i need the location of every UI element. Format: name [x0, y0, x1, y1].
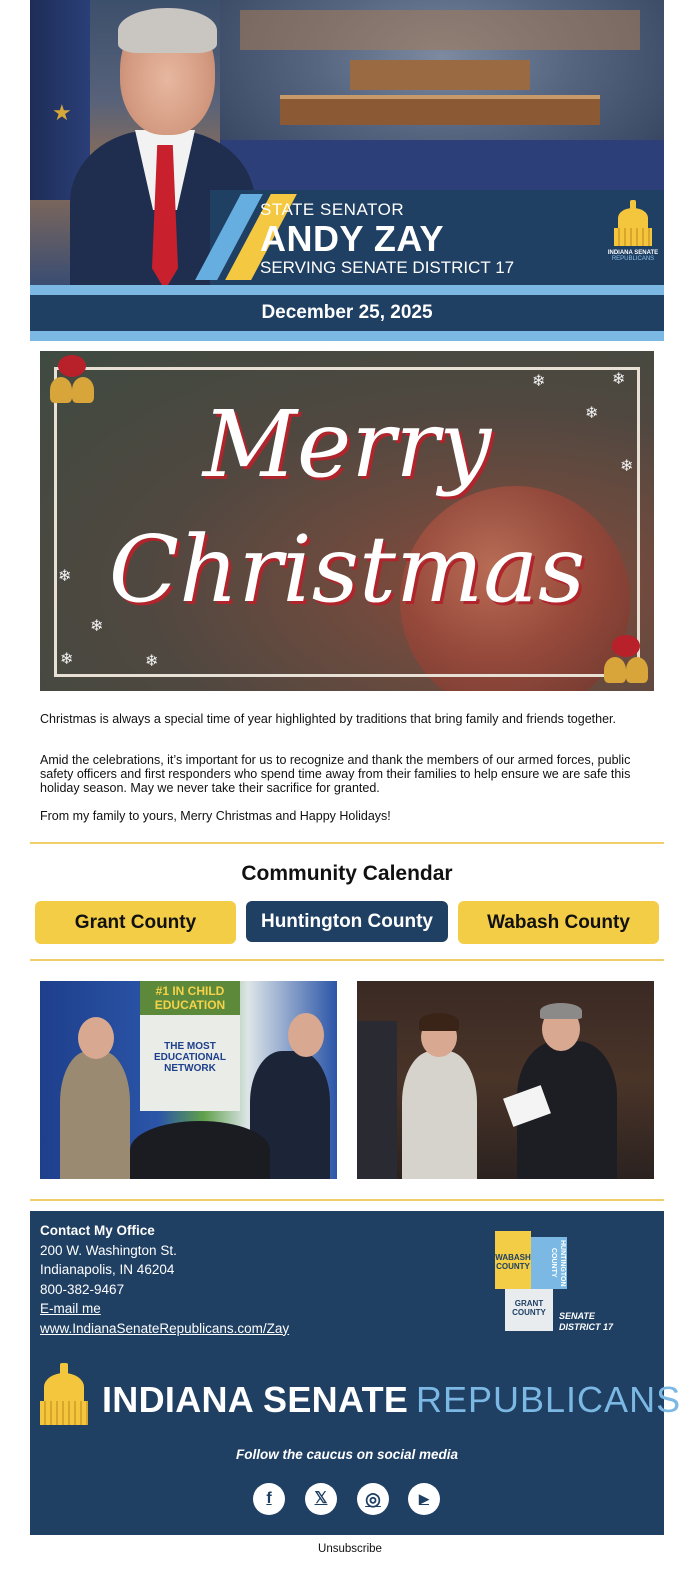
footer	[30, 1211, 682, 1535]
divider-line	[30, 959, 664, 961]
contact-block	[40, 1221, 289, 1338]
snowflake-icon: ❄	[620, 458, 634, 475]
body-paragraph: From my family to yours, Merry Christmas and Happy Holidays!	[40, 809, 391, 823]
address-line: 200 W. Washington St.	[40, 1242, 177, 1258]
capitol-dome-icon	[614, 200, 652, 246]
indiana-flag: ★	[30, 0, 90, 200]
divider-bar	[30, 331, 664, 341]
brand-light: REPUBLICANS	[416, 1379, 682, 1420]
senate-chamber-photo	[357, 981, 654, 1179]
caucus-brand	[40, 1363, 682, 1429]
greeting-merry: Merry	[202, 391, 492, 498]
snowflake-icon: ❄	[532, 373, 546, 390]
instagram-icon[interactable]: ◎	[357, 1483, 389, 1515]
divider-line	[30, 1199, 664, 1201]
divider-line	[30, 842, 664, 844]
website-link[interactable]: www.IndianaSenateRepublicans.com/Zay	[40, 1320, 290, 1336]
contact-title: Contact My Office	[40, 1223, 155, 1238]
merry-christmas-image	[40, 351, 654, 691]
grant-county-button[interactable]: Grant County	[35, 901, 236, 944]
calendar-title: Community Calendar	[241, 862, 453, 885]
caucus-logo: INDIANA SENATE REPUBLICANS	[603, 200, 663, 280]
snowflake-icon: ❄	[612, 371, 626, 388]
phone-number: 800-382-9467	[40, 1281, 125, 1297]
x-icon[interactable]: 𝕏	[305, 1483, 337, 1515]
senator-name: ANDY ZAY	[260, 218, 445, 259]
bells-icon	[598, 633, 654, 689]
unsubscribe-link[interactable]: Unsubscribe	[318, 1543, 382, 1555]
snowflake-icon: ❄	[58, 568, 72, 585]
district-map: WABASH COUNTY HUNTINGTON COUNTY GRANT COUNTY SENATE DISTRICT 17	[493, 1229, 623, 1339]
youtube-icon[interactable]: ▶	[408, 1483, 440, 1515]
snowflake-icon: ❄	[145, 653, 159, 670]
pbs-sign: #1 IN CHILD EDUCATION THE MOST EDUCATIONAL NETWORK	[140, 981, 240, 1111]
pbs-interview-photo	[40, 981, 337, 1179]
wabash-county-button[interactable]: Wabash County	[458, 901, 659, 944]
district-label: SERVING SENATE DISTRICT 17	[260, 258, 515, 277]
date-bar: December 25, 2025	[30, 295, 664, 331]
capitol-dome-icon	[40, 1363, 88, 1425]
greeting-christmas: Christmas	[108, 516, 586, 623]
snowflake-icon: ❄	[585, 405, 599, 422]
body-paragraph: Christmas is always a special time of year highlighted by traditions that bring family and friends together.	[40, 712, 616, 726]
body-paragraph: Amid the celebrations, it’s important for us to recognize and thank the members of our armed forces, public safety officers and first responders who spend time away from their families to help ensure we are safe this holiday season. May we never take their sacrifice for granted.	[40, 753, 631, 795]
facebook-icon[interactable]: f	[253, 1483, 285, 1515]
header-banner	[30, 0, 664, 285]
name-banner	[210, 190, 664, 285]
senate-chamber-image	[220, 0, 664, 190]
snowflake-icon: ❄	[60, 651, 74, 668]
title-label: STATE SENATOR	[260, 200, 405, 219]
brand-bold: INDIANA SENATE	[102, 1379, 409, 1420]
follow-text: Follow the caucus on social media	[235, 1447, 459, 1462]
divider-bar	[30, 285, 664, 295]
snowflake-icon: ❄	[90, 618, 104, 635]
email-link[interactable]: E-mail me	[40, 1301, 101, 1316]
address-line: Indianapolis, IN 46204	[40, 1262, 175, 1277]
huntington-county-button[interactable]: Huntington County	[246, 901, 448, 942]
